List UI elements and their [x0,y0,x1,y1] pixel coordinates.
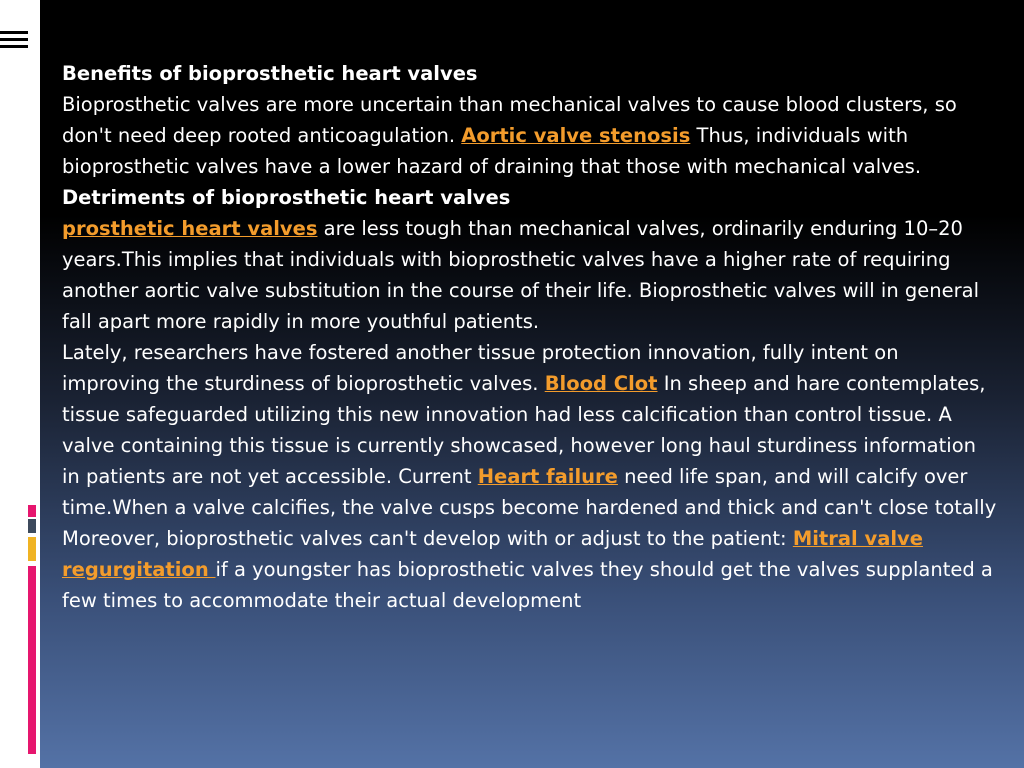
link-mitral-valve-regurgitation[interactable]: Mitral valve regurgitation [62,527,923,581]
left-decoration-strip [0,0,40,768]
slide-canvas [40,0,1024,768]
link-aortic-valve-stenosis[interactable]: Aortic valve stenosis [461,124,691,147]
accent-block-pink-small [28,505,36,517]
text-span: In sheep and hare contemplates, tissue safeguarded utilizing this new innovation had less calcification than control tissue. A valve containing this tissue is currently showcased, however long haul sturdiness information in patients are not yet accessible. Current [62,372,986,488]
research-paragraph [62,337,998,616]
text-span: if a youngster has bioprosthetic valves they should get the valves supplanted a few times to accommodate their actual development [62,558,993,612]
text-span: Lately, researchers have fostered another tissue protection innovation, fully intent on improving the sturdiness of bioprosthetic valves. [62,341,899,395]
accent-block-yellow [28,537,36,561]
benefits-heading: Benefits of bioprosthetic heart valves [62,62,478,85]
text-span: Thus, individuals with bioprosthetic valves have a lower hazard of draining that those with mechanical valves. [62,124,922,178]
detriments-paragraph [62,213,998,337]
text-span: are less tough than mechanical valves, ordinarily enduring 10–20 years.This implies that individuals with bioprosthetic valves have a higher rate of requiring another aortic valve substitution in the course of their life. Bioprosthetic valves will in general fall apart more rapidly in more youthful patients. [62,217,979,333]
benefits-paragraph [62,89,998,182]
link-heart-failure[interactable]: Heart failure [477,465,618,488]
text-span: Bioprosthetic valves are more uncertain than mechanical valves to cause blood clusters, so don't need deep rooted anticoagulation. [62,93,957,147]
decorative-line [0,31,28,34]
link-prosthetic-heart-valves[interactable]: prosthetic heart valves [62,217,318,240]
decorative-line [0,38,28,41]
decorative-line [0,45,28,48]
text-span: need life span, and will calcify over time.When a valve calcifies, the valve cusps become hardened and thick and can't close totally Moreover, bioprosthetic valves can't develop with or adjust to the patient: [62,465,997,550]
slide-content [62,58,998,616]
detriments-heading: Detriments of bioprosthetic heart valves [62,186,511,209]
link-blood-clot[interactable]: Blood Clot [544,372,658,395]
accent-block-pink [28,566,36,754]
accent-block-dark [28,519,36,533]
